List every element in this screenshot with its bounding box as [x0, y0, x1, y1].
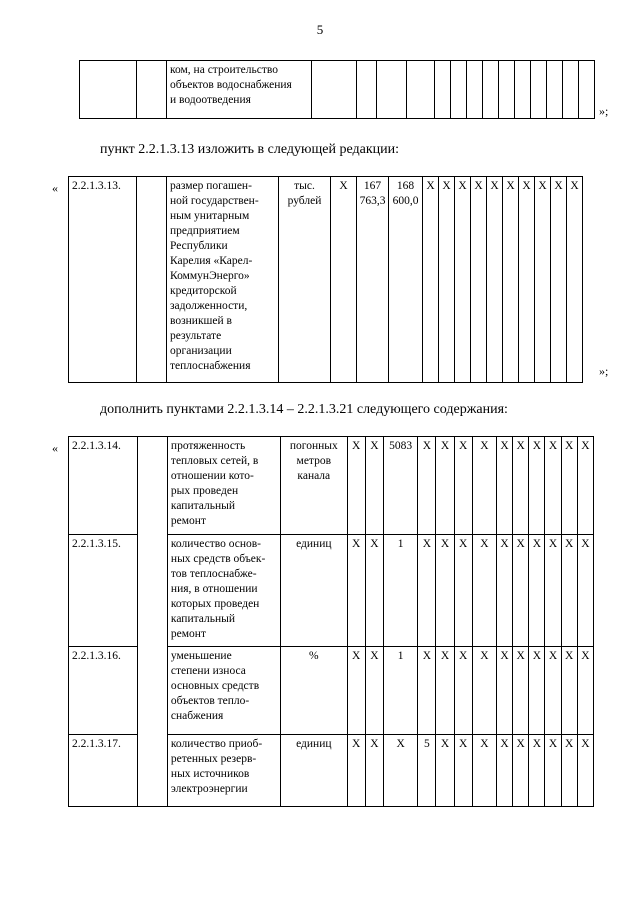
- closing-quote: »;: [599, 104, 609, 118]
- item-value: Х: [503, 177, 519, 383]
- item-value: Х: [519, 177, 535, 383]
- item-value: Х: [561, 535, 577, 647]
- item-value: Х: [365, 647, 383, 735]
- item-value: Х: [513, 735, 529, 807]
- item-code: 2.2.1.3.13.: [69, 177, 137, 383]
- item-value: Х: [455, 177, 471, 383]
- item-value: Х: [577, 535, 593, 647]
- item-value: Х: [513, 437, 529, 535]
- item-value: Х: [497, 437, 513, 535]
- item-value: Х: [497, 735, 513, 807]
- item-value-3: 168 600,0: [389, 177, 423, 383]
- instruction-paragraph: пункт 2.2.1.3.13 изложить в следующей редакции:: [100, 142, 399, 157]
- prev-row-text: ком, на строительство объектов водоснабжения и водоотведения: [167, 61, 312, 119]
- item-unit: погонных метров канала: [280, 437, 347, 535]
- item-value: Х: [347, 535, 365, 647]
- item-value: Х: [365, 735, 383, 807]
- item-value: Х: [551, 177, 567, 383]
- item-value: Х: [529, 735, 545, 807]
- item-value: Х: [577, 437, 593, 535]
- item-value: Х: [529, 647, 545, 735]
- item-value: Х: [471, 177, 487, 383]
- item-value: Х: [529, 535, 545, 647]
- item-unit: единиц: [280, 535, 347, 647]
- item-value: Х: [561, 735, 577, 807]
- merged-empty-cell: [137, 437, 167, 807]
- item-value: Х: [436, 647, 454, 735]
- item-value: Х: [577, 735, 593, 807]
- item-value: Х: [513, 647, 529, 735]
- item-value: Х: [347, 735, 365, 807]
- item-value: Х: [454, 437, 472, 535]
- item-value: Х: [545, 735, 561, 807]
- item-description: уменьшение степени износа основных средств объектов тепло- снабжения: [167, 647, 280, 735]
- item-value: Х: [347, 437, 365, 535]
- item-value: Х: [561, 437, 577, 535]
- item-code: 2.2.1.3.15.: [69, 535, 138, 647]
- item-value: Х: [436, 535, 454, 647]
- item-value: Х: [423, 177, 439, 383]
- item-value: Х: [561, 647, 577, 735]
- item-value: Х: [383, 735, 417, 807]
- item-value: Х: [365, 535, 383, 647]
- table-row: [69, 437, 594, 535]
- item-value: Х: [567, 177, 583, 383]
- item-value: Х: [472, 437, 496, 535]
- closing-quote: »;: [599, 364, 609, 378]
- item-value: Х: [472, 735, 496, 807]
- item-unit: единиц: [280, 735, 347, 807]
- item-code: 2.2.1.3.17.: [69, 735, 138, 807]
- item-description: протяженность тепловых сетей, в отношении кото- рых проведен капитальный ремонт: [167, 437, 280, 535]
- item-unit: тыс. рублей: [279, 177, 331, 383]
- new-items-table: [68, 436, 594, 807]
- item-value: Х: [535, 177, 551, 383]
- item-value: Х: [472, 647, 496, 735]
- item-value: Х: [439, 177, 455, 383]
- item-code: 2.2.1.3.16.: [69, 647, 138, 735]
- item-value: 5: [418, 735, 436, 807]
- item-value: 1: [383, 535, 417, 647]
- item-value: 5083: [383, 437, 417, 535]
- item-value: Х: [454, 535, 472, 647]
- item-value: Х: [545, 437, 561, 535]
- item-value: Х: [436, 735, 454, 807]
- item-code: 2.2.1.3.14.: [69, 437, 138, 535]
- item-value: 1: [383, 647, 417, 735]
- item-value: Х: [529, 437, 545, 535]
- item-value: Х: [418, 535, 436, 647]
- item-value: Х: [577, 647, 593, 735]
- item-description: количество приоб- ретенных резерв- ных источников электроэнергии: [167, 735, 280, 807]
- item-13-table: [68, 176, 599, 383]
- item-value: Х: [454, 647, 472, 735]
- item-value: Х: [545, 535, 561, 647]
- table-row: [69, 177, 599, 383]
- item-value: Х: [347, 647, 365, 735]
- page-number: 5: [316, 22, 324, 37]
- item-description: размер погашен- ной государствен- ным унитарным предприятием Республики Карелия «Карел- КоммунЭнерго» кредиторской задолженности, возникшей в результате организации теплоснабжения: [167, 177, 279, 383]
- item-value: Х: [513, 535, 529, 647]
- item-value: Х: [436, 437, 454, 535]
- item-value: Х: [365, 437, 383, 535]
- item-unit: %: [280, 647, 347, 735]
- item-value: Х: [497, 647, 513, 735]
- opening-quote: «: [52, 441, 58, 455]
- item-value-1: Х: [331, 177, 357, 383]
- item-value: Х: [418, 647, 436, 735]
- opening-quote: «: [52, 181, 58, 195]
- item-value: Х: [487, 177, 503, 383]
- item-value: Х: [454, 735, 472, 807]
- table-row: [80, 61, 595, 119]
- item-value-2: 167 763,3: [357, 177, 389, 383]
- item-value: Х: [497, 535, 513, 647]
- item-value: Х: [545, 647, 561, 735]
- item-description: количество основ- ных средств объек- тов теплоснабже- ния, в отношении которых проведен капитальный ремонт: [167, 535, 280, 647]
- item-value: Х: [472, 535, 496, 647]
- item-value: Х: [418, 437, 436, 535]
- prev-table: [79, 60, 595, 119]
- instruction-paragraph: дополнить пунктами 2.2.1.3.14 – 2.2.1.3.21 следующего содержания:: [100, 402, 508, 417]
